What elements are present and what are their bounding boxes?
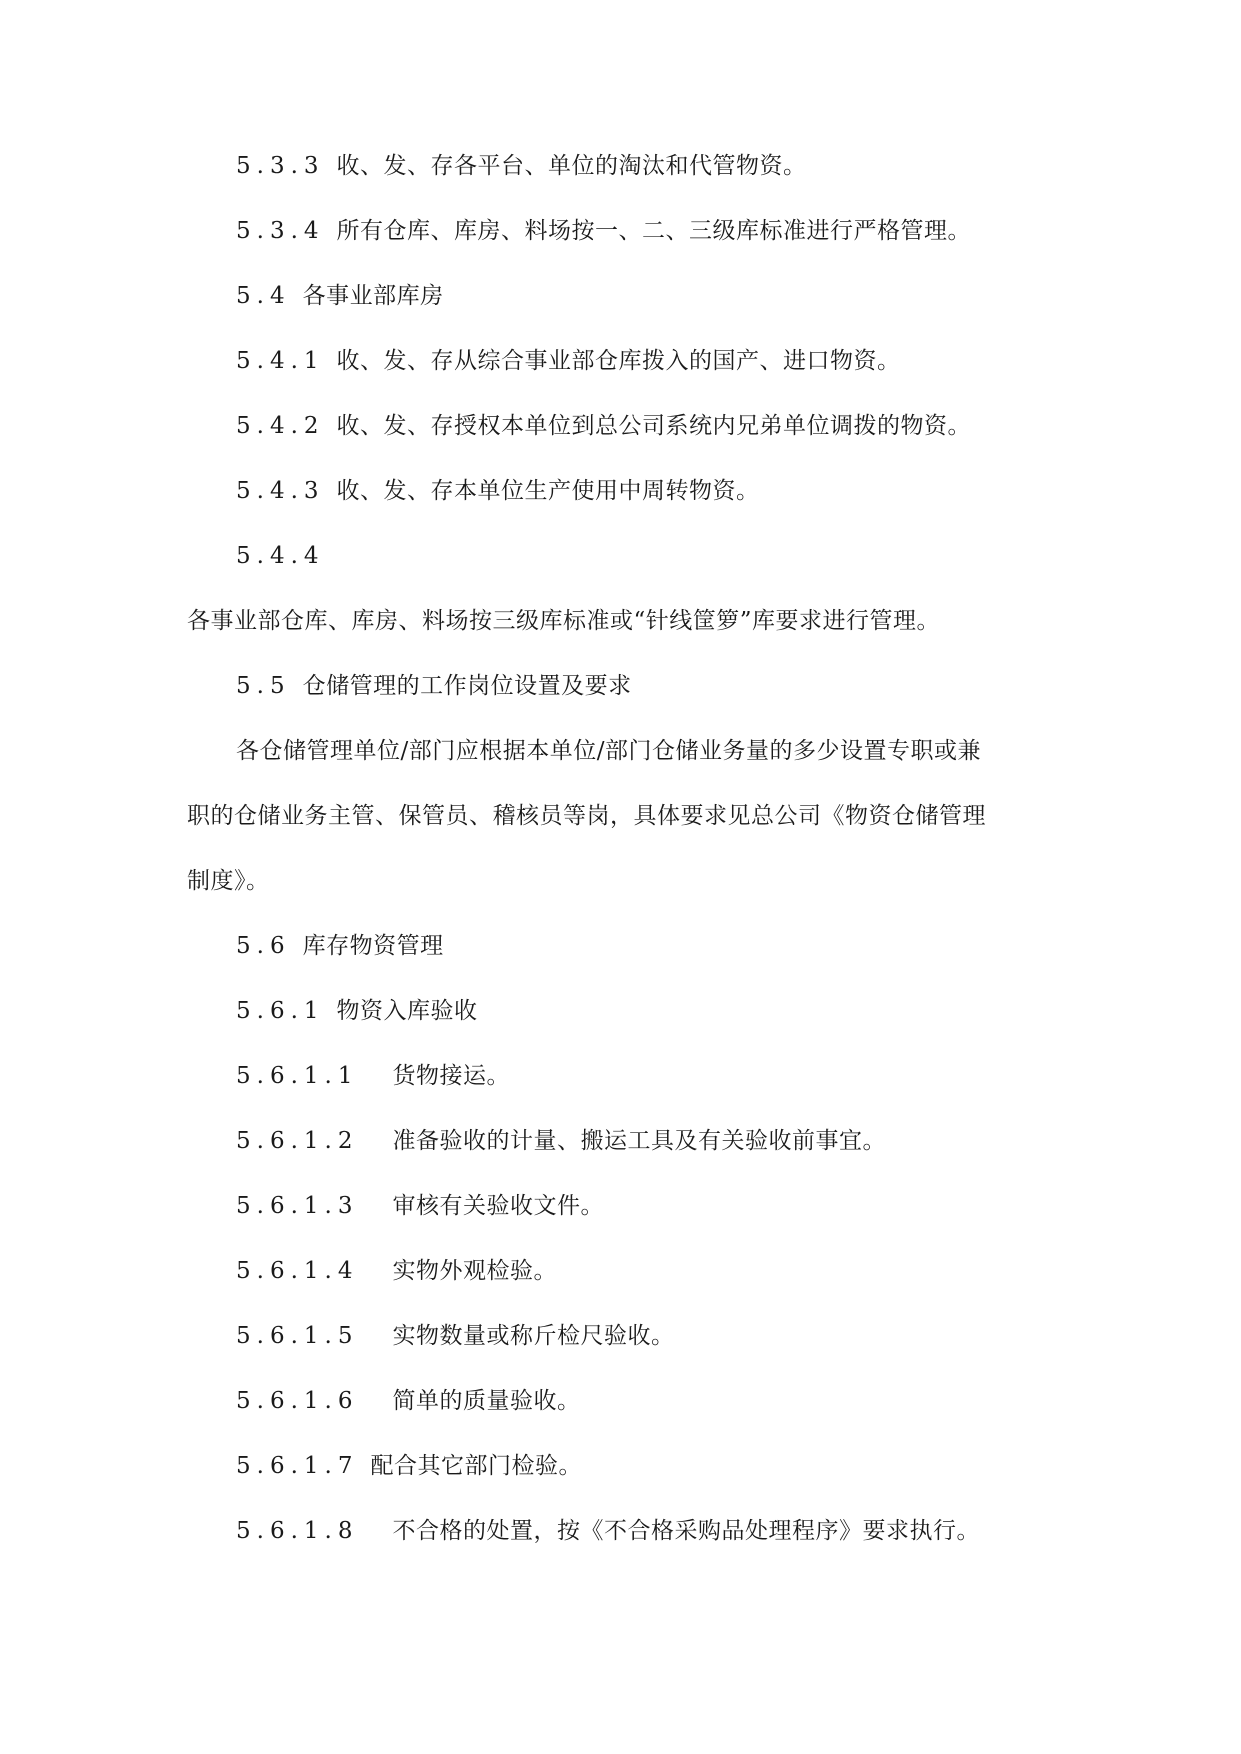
section-title: 各事业部库房 bbox=[302, 283, 444, 309]
clause-number: 5.6.1.7 bbox=[236, 1453, 359, 1479]
clause-number: 5.3.3 bbox=[236, 153, 325, 179]
section-title: 物资入库验收 bbox=[336, 998, 478, 1024]
paragraph-5-4-4-number bbox=[236, 541, 325, 571]
clause-number: 5.6.1.4 bbox=[236, 1258, 359, 1284]
heading-5-4 bbox=[236, 281, 444, 311]
paragraph-5-6-1-1 bbox=[236, 1061, 510, 1091]
clause-number: 5.4.1 bbox=[236, 348, 325, 374]
clause-number: 5.6.1.5 bbox=[236, 1323, 359, 1349]
paragraph-5-6-1-6 bbox=[236, 1386, 580, 1416]
section-number: 5.6.1 bbox=[236, 998, 325, 1024]
clause-number: 5.4.4 bbox=[236, 543, 325, 569]
clause-text: 实物数量或称斤检尺验收。 bbox=[392, 1323, 675, 1349]
paragraph-5-3-4 bbox=[236, 216, 971, 246]
clause-text: 收、发、存各平台、单位的淘汰和代管物资。 bbox=[336, 153, 807, 179]
clause-text: 各事业部仓库、库房、料场按三级库标准或“针线筐箩”库要求进行管理。 bbox=[187, 608, 941, 634]
clause-text: 简单的质量验收。 bbox=[392, 1388, 581, 1414]
clause-number: 5.6.1.8 bbox=[236, 1518, 359, 1544]
clause-number: 5.6.1.2 bbox=[236, 1128, 359, 1154]
clause-text: 收、发、存本单位生产使用中周转物资。 bbox=[336, 478, 760, 504]
clause-number: 5.3.4 bbox=[236, 218, 325, 244]
clause-text: 审核有关验收文件。 bbox=[392, 1193, 604, 1219]
section-number: 5.6 bbox=[236, 933, 291, 959]
paragraph-5-6-1-8 bbox=[236, 1516, 980, 1546]
clause-text: 不合格的处置，按《不合格采购品处理程序》要求执行。 bbox=[392, 1518, 980, 1544]
clause-text: 收、发、存授权本单位到总公司系统内兄弟单位调拨的物资。 bbox=[336, 413, 972, 439]
paragraph-5-6-1-3 bbox=[236, 1191, 604, 1221]
clause-text: 配合其它部门检验。 bbox=[370, 1453, 582, 1479]
paragraph-5-3-3 bbox=[236, 151, 807, 181]
paragraph-text: 职的仓储业务主管、保管员、稽核员等岗，具体要求见总公司《物资仓储管理 bbox=[187, 803, 986, 829]
heading-5-6 bbox=[236, 931, 444, 961]
section-title: 库存物资管理 bbox=[302, 933, 444, 959]
section-number: 5.4 bbox=[236, 283, 291, 309]
clause-text: 准备验收的计量、搬运工具及有关验收前事宜。 bbox=[392, 1128, 886, 1154]
heading-5-5 bbox=[236, 671, 632, 701]
clause-number: 5.6.1.6 bbox=[236, 1388, 359, 1414]
clause-text: 所有仓库、库房、料场按一、二、三级库标准进行严格管理。 bbox=[336, 218, 972, 244]
section-number: 5.5 bbox=[236, 673, 291, 699]
paragraph-text: 制度》。 bbox=[187, 868, 270, 894]
paragraph-5-6-1-7 bbox=[236, 1451, 582, 1481]
paragraph-5-4-2 bbox=[236, 411, 971, 441]
clause-text: 货物接运。 bbox=[392, 1063, 510, 1089]
paragraph-5-4-4-text bbox=[187, 606, 940, 636]
section-title: 仓储管理的工作岗位设置及要求 bbox=[302, 673, 632, 699]
paragraph-5-6-1-5 bbox=[236, 1321, 674, 1351]
clause-number: 5.6.1.1 bbox=[236, 1063, 359, 1089]
paragraph-5-4-1 bbox=[236, 346, 901, 376]
body-paragraph-line-2 bbox=[187, 801, 986, 831]
clause-text: 收、发、存从综合事业部仓库拨入的国产、进口物资。 bbox=[336, 348, 901, 374]
clause-text: 实物外观检验。 bbox=[392, 1258, 557, 1284]
paragraph-5-6-1-4 bbox=[236, 1256, 557, 1286]
clause-number: 5.6.1.3 bbox=[236, 1193, 359, 1219]
paragraph-5-6-1-2 bbox=[236, 1126, 886, 1156]
clause-number: 5.4.2 bbox=[236, 413, 325, 439]
clause-number: 5.4.3 bbox=[236, 478, 325, 504]
body-paragraph-line-3 bbox=[187, 866, 270, 896]
paragraph-5-4-3 bbox=[236, 476, 760, 506]
body-paragraph-line-1 bbox=[236, 736, 981, 766]
heading-5-6-1 bbox=[236, 996, 478, 1026]
paragraph-text: 各仓储管理单位/部门应根据本单位/部门仓储业务量的多少设置专职或兼 bbox=[236, 738, 981, 764]
